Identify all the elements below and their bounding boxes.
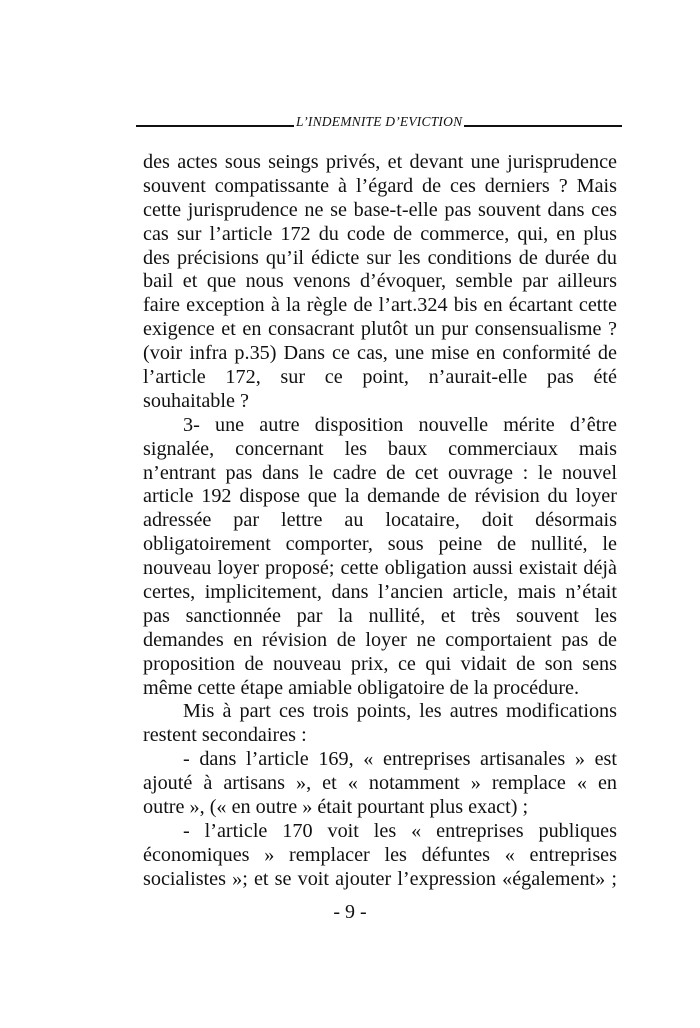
text-line: - dans l’article 169, « entreprises artisanales » est bbox=[183, 748, 617, 771]
text-line: des actes sous seings privés, et devant une jurisprudence bbox=[143, 151, 617, 173]
text-line: exigence et en consacrant plutôt un pur consensualisme ? bbox=[143, 318, 617, 341]
page-number: - 9 - bbox=[333, 901, 367, 923]
text-line: proposition de nouveau prix, ce qui vidait de son sens bbox=[143, 652, 617, 675]
text-line: demandes en révision de loyer ne comportaient pas de bbox=[143, 628, 617, 651]
text-line: nouveau loyer proposé; cette obligation aussi existait déjà bbox=[143, 557, 617, 580]
text-line: cas sur l’article 172 du code de commerce, qui, en plus bbox=[143, 222, 617, 245]
text-line: pas sanctionnée par la nullité, et très souvent les bbox=[143, 604, 617, 627]
header-title: L’INDEMNITE D’EVICTION bbox=[296, 114, 463, 129]
text-line: obligatoirement comporter, sous peine de nullité, le bbox=[143, 533, 617, 556]
text-line: faire exception à la règle de l’art.324 bis en écartant cette bbox=[143, 294, 617, 317]
text-line: outre », (« en outre » était pourtant plus exact) ; bbox=[143, 796, 529, 819]
text-line: signalée, concernant les baux commerciaux mais bbox=[143, 437, 617, 460]
text-line: adressée par lettre au locataire, doit désormais bbox=[143, 509, 617, 532]
text-line: ajouté à artisans », et « notamment » remplace « en bbox=[143, 772, 617, 795]
text-line: - l’article 170 voit les « entreprises publiques bbox=[183, 819, 617, 842]
text-line: des précisions qu’il édicte sur les conditions de durée du bbox=[143, 246, 617, 269]
header-rule-left bbox=[136, 125, 294, 127]
text-line: cette jurisprudence ne se base-t-elle pas souvent dans ces bbox=[143, 198, 617, 221]
header-rule-right bbox=[464, 125, 622, 127]
text-line: Mis à part ces trois points, les autres modifications bbox=[183, 700, 617, 723]
running-header bbox=[136, 112, 622, 130]
text-line: l’article 172, sur ce point, n’aurait-elle pas été bbox=[143, 366, 617, 389]
text-line: n’entrant pas dans le cadre de cet ouvrage : le nouvel bbox=[143, 461, 617, 484]
text-line: restent secondaires : bbox=[143, 724, 307, 747]
text-line: même cette étape amiable obligatoire de la procédure. bbox=[143, 676, 580, 699]
text-line: socialistes »; et se voit ajouter l’expression «également» ; bbox=[143, 867, 617, 890]
text-line: bail et que nous venons d’évoquer, semble par ailleurs bbox=[143, 270, 617, 293]
text-line: certes, implicitement, dans l’ancien article, mais n’était bbox=[143, 581, 617, 604]
text-line: 3- une autre disposition nouvelle mérite d’être bbox=[183, 413, 617, 436]
text-line: souhaitable ? bbox=[143, 389, 249, 412]
text-line: souvent compatissante à l’égard de ces derniers ? Mais bbox=[143, 174, 617, 197]
text-line: économiques » remplacer les défuntes « entreprises bbox=[143, 843, 617, 866]
body-text bbox=[143, 151, 617, 892]
text-line: article 192 dispose que la demande de révision du loyer bbox=[143, 485, 617, 508]
text-line: (voir infra p.35) Dans ce cas, une mise en conformité de bbox=[143, 342, 617, 365]
